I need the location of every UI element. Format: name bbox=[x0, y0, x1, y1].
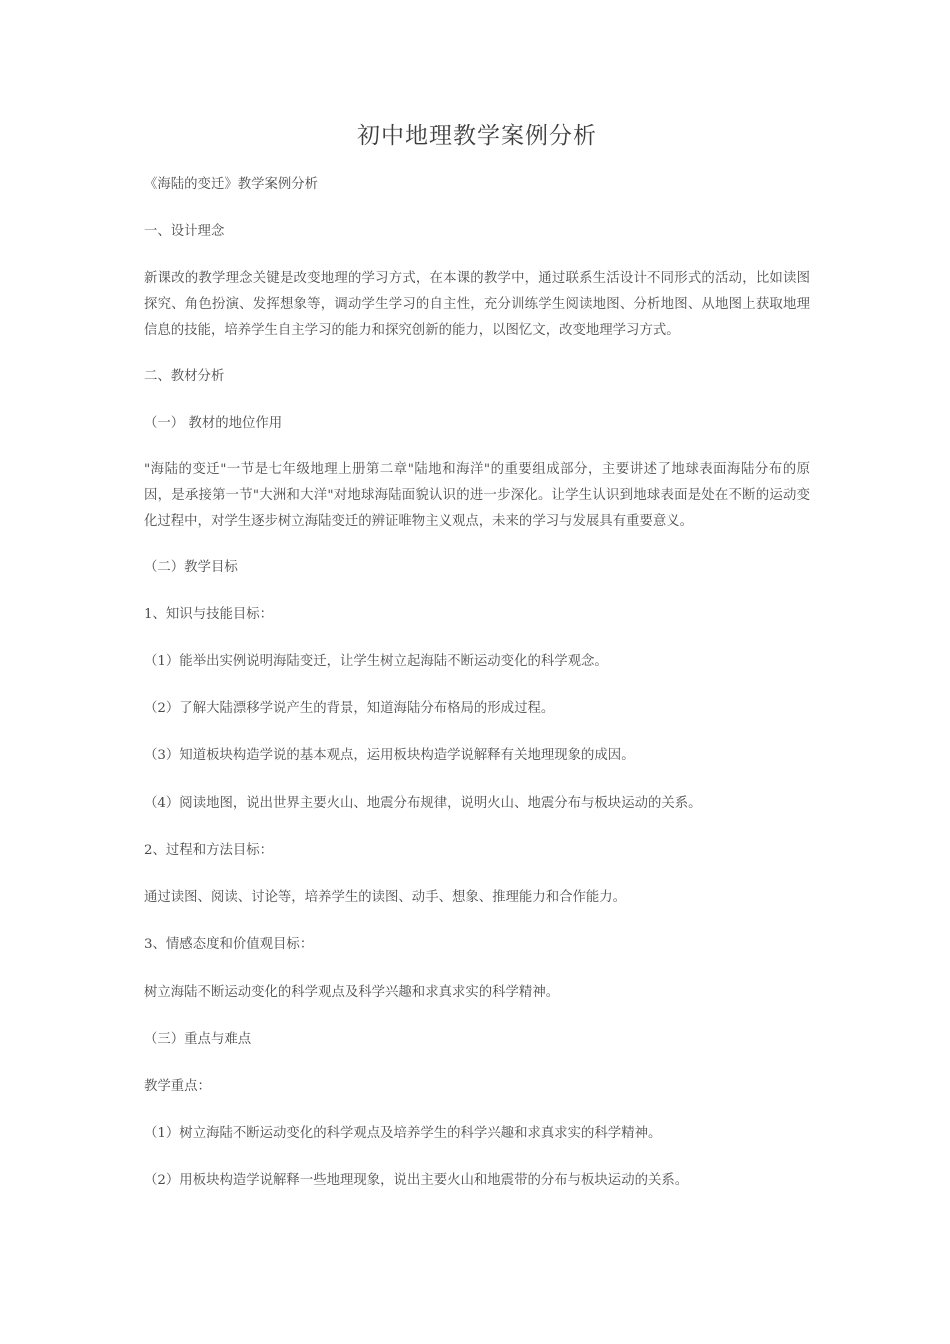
list-item: （4）阅读地图，说出世界主要火山、地震分布规律，说明火山、地震分布与板块运动的关系。 bbox=[144, 796, 702, 811]
list-item: （1）树立海陆不断运动变化的科学观点及培养学生的科学兴趣和求真求实的科学精神。 bbox=[144, 1126, 662, 1141]
section-heading-material-analysis: 二、教材分析 bbox=[144, 369, 225, 384]
goal-heading-attitude: 3、情感态度和价值观目标： bbox=[144, 937, 314, 952]
goal-body-attitude: 树立海陆不断运动变化的科学观点及科学兴趣和求真求实的科学精神。 bbox=[144, 985, 560, 1000]
document-subtitle: 《海陆的变迁》教学案例分析 bbox=[144, 177, 319, 192]
document-title: 初中地理教学案例分析 bbox=[357, 123, 597, 149]
list-item: （1）能举出实例说明海陆变迁，让学生树立起海陆不断运动变化的科学观念。 bbox=[144, 654, 608, 669]
list-item: （2）了解大陆漂移学说产生的背景，知道海陆分布格局的形成过程。 bbox=[144, 701, 555, 716]
subsection-heading-key-points: （三）重点与难点 bbox=[144, 1032, 252, 1047]
goal-heading-knowledge: 1、知识与技能目标： bbox=[144, 607, 274, 622]
list-item: （3）知道板块构造学说的基本观点，运用板块构造学说解释有关地理现象的成因。 bbox=[144, 748, 635, 763]
section-heading-design-concept: 一、设计理念 bbox=[144, 224, 225, 239]
list-item: （2）用板块构造学说解释一些地理现象，说出主要火山和地震带的分布与板块运动的关系。 bbox=[144, 1173, 689, 1188]
goal-heading-process: 2、过程和方法目标： bbox=[144, 843, 274, 858]
subsection-body-role: "海陆的变迁"一节是七年级地理上册第二章"陆地和海洋"的重要组成部分，主要讲述了地球表面海陆分布的原因，是承接第一节"大洲和大洋"对地球海陆面貌认识的进一步深化。让学生认识到地球表面是处在不断的运动变化过程中，对学生逐步树立海陆变迁的辨证唯物主义观点，未来的学习与发展具有重要意义。 bbox=[144, 462, 810, 529]
subsection-heading-goals: （二）教学目标 bbox=[144, 560, 238, 575]
section-body-design-concept: 新课改的教学理念关键是改变地理的学习方式，在本课的教学中，通过联系生活设计不同形式的活动，比如读图探究、角色扮演、发挥想象等，调动学生学习的自主性，充分训练学生阅读地图、分析地图、从地图上获取地理信息的技能，培养学生自主学习的能力和探究创新的能力，以图忆文，改变地理学习方式。 bbox=[144, 271, 810, 338]
key-points-heading: 教学重点： bbox=[144, 1079, 211, 1094]
subsection-heading-role: （一） 教材的地位作用 bbox=[144, 416, 283, 431]
goal-body-process: 通过读图、阅读、讨论等，培养学生的读图、动手、想象、推理能力和合作能力。 bbox=[144, 890, 627, 905]
